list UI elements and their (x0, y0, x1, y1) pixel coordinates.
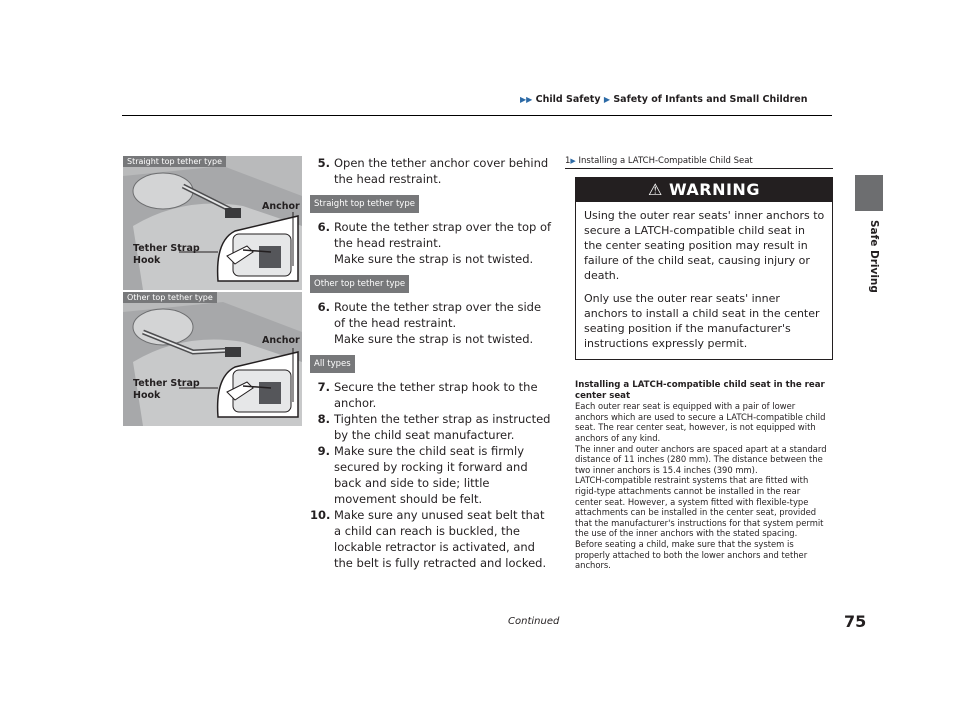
anchor-label: Anchor (262, 335, 300, 346)
step-10 (310, 507, 553, 571)
seat-illustration (123, 292, 302, 426)
info-paragraph: The inner and outer anchors are spaced apart at a standard distance of 11 inches (280 mm). The distance between the two inner anchors is 15.4 inches (390 mm). (575, 443, 827, 475)
step-6-other (310, 299, 553, 347)
warning-banner (576, 178, 832, 202)
info-text (575, 380, 827, 571)
variant-tag: All types (310, 355, 355, 373)
step-8 (310, 411, 553, 443)
info-title: Installing a LATCH-compatible child seat in the rear center seat (575, 380, 825, 401)
variant-tag: Other top tether type (310, 275, 409, 293)
step-number: 10. (310, 508, 331, 522)
info-paragraph: LATCH-compatible restraint systems that are fitted with rigid-type attachments cannot be installed in the rear center seat. However, a system fitted with flexible-type attachments can be installed in the center seat, provided that the manufacturer's instructions for that system permit the use of the inner anchors with the stated spacing. (575, 475, 824, 539)
step-7 (310, 379, 553, 411)
section-tab-label: Safe Driving (868, 220, 880, 293)
warning-icon: ⚠ (648, 180, 663, 199)
figure-tag: Other top tether type (123, 292, 217, 303)
note-heading-text: Installing a LATCH-Compatible Child Seat (578, 156, 753, 166)
warning-label: WARNING (668, 180, 760, 199)
page-number: 75 (844, 612, 867, 631)
step-6-straight (310, 219, 553, 267)
anchor-label: Anchor (262, 201, 300, 212)
step-number: 6. (317, 220, 330, 234)
breadcrumb (520, 94, 807, 105)
continued-label: Continued (508, 616, 560, 627)
variant-tag: Straight top tether type (310, 195, 419, 213)
step-text: Route the tether strap over the side of the head restraint. (334, 300, 542, 330)
info-paragraph: Before seating a child, make sure that the system is properly attached to both the lower anchors and tether anchors. (575, 538, 808, 571)
step-text: Secure the tether strap hook to the anchor. (334, 380, 538, 410)
step-number: 7. (317, 380, 330, 394)
step-subtext: Make sure the strap is not twisted. (334, 252, 534, 266)
note-heading (565, 156, 833, 169)
step-5 (310, 155, 553, 187)
step-number: 8. (317, 412, 330, 426)
warning-paragraph: Using the outer rear seats' inner anchors to secure a LATCH-compatible child seat in the center seating position may result in failure of the child seat, causing injury or death. (584, 209, 825, 282)
figure-straight-tether (123, 156, 302, 290)
note-arrow-icon: ▶ (570, 157, 576, 165)
breadcrumb-part1: Child Safety (535, 94, 601, 105)
hook-label-line2: Hook (133, 390, 161, 401)
step-text: Make sure any unused seat belt that a child can reach is buckled, the lockable retractor is activated, and the belt is fully retracted and locked. (334, 508, 547, 570)
breadcrumb-arrow-icon: ▶ (603, 95, 611, 104)
header-rule (122, 115, 832, 116)
hook-label-line1: Tether Strap (133, 378, 200, 389)
hook-label-line2: Hook (133, 255, 161, 266)
figure-tag: Straight top tether type (123, 156, 226, 167)
step-text: Route the tether strap over the top of the head restraint. (334, 220, 552, 250)
section-tab (855, 175, 883, 211)
step-number: 9. (317, 444, 330, 458)
breadcrumb-part2: Safety of Infants and Small Children (613, 94, 808, 105)
step-text: Make sure the child seat is firmly secured by rocking it forward and back and side to side; little movement should be felt. (334, 444, 528, 506)
note-ref-number: 1 (565, 156, 571, 166)
seat-illustration (123, 156, 302, 290)
warning-body (576, 202, 832, 359)
instruction-steps (310, 155, 553, 571)
step-9 (310, 443, 553, 507)
figure-other-tether (123, 292, 302, 426)
step-subtext: Make sure the strap is not twisted. (334, 332, 534, 346)
hook-label-line1: Tether Strap (133, 243, 200, 254)
warning-paragraph: Only use the outer rear seats' inner anchors to install a child seat in the center seating position if the manufacturer's instructions expressly permit. (584, 292, 820, 350)
step-text: Tighten the tether strap as instructed by the child seat manufacturer. (334, 412, 551, 442)
step-text: Open the tether anchor cover behind the head restraint. (334, 156, 549, 186)
step-number: 6. (317, 300, 330, 314)
breadcrumb-arrow-icon: ▶▶ (520, 95, 533, 104)
side-note (565, 156, 833, 571)
warning-box (575, 177, 833, 360)
info-paragraph: Each outer rear seat is equipped with a pair of lower anchors which are used to secure a LATCH-compatible child seat. The rear center seat, however, is not equipped with anchors of any kind. (575, 401, 826, 443)
step-number: 5. (317, 156, 330, 170)
